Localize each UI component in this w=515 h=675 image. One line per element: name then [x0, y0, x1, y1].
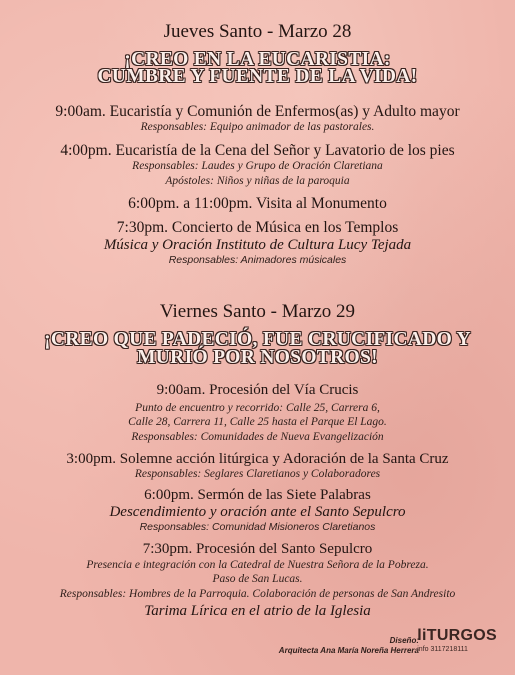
logo-info: info 3117218111: [417, 646, 468, 653]
thursday-header: Jueves Santo - Marzo 28: [163, 21, 352, 42]
liturgos-logo: [417, 628, 497, 653]
thursday-theme-line1: ¡CREO EN LA EUCARISTIA:: [124, 49, 391, 70]
friday-event-4-emphasis: Tarima Lírica en el atrio de la Iglesia: [144, 603, 371, 619]
friday-event-3-responsables: Responsables: Comunidad Misioneros Claretianos: [139, 521, 376, 533]
friday-event-2-responsables: Responsables: Seglares Claretianos y Colaboradores: [134, 468, 381, 480]
friday-event-2-title: 3:00pm. Solemne acción litúrgica y Adoración de la Santa Cruz: [66, 451, 449, 467]
thursday-event-4-responsables: Responsables: Animadores músicales: [168, 254, 347, 266]
friday-header: Viernes Santo - Marzo 29: [159, 301, 356, 322]
friday-event-1-route-2: Calle 28, Carrera 11, Calle 25 hasta el Parque El Lago.: [128, 416, 387, 428]
design-credit: [279, 636, 419, 656]
credit-name: Arquitecta Ana María Noreña Herrera: [278, 646, 419, 655]
thursday-event-3-title: 6:00pm. a 11:00pm. Visita al Monumento: [128, 195, 387, 212]
thursday-event-2-responsables: Responsables: Laudes y Grupo de Oración Claretiana: [132, 160, 383, 172]
credit-label: Diseño:: [389, 636, 419, 645]
friday-event-1-title: 9:00am. Procesión del Vía Crucis: [156, 382, 359, 398]
friday-event-4-title: 7:30pm. Procesión del Santo Sepulcro: [142, 541, 373, 557]
thursday-event-1-title: 9:00am. Eucaristía y Comunión de Enfermos(as) y Adulto mayor: [55, 103, 460, 120]
friday-event-4-responsables: Responsables: Hombres de la Parroquia. Colaboración de personas de San Andresito: [59, 588, 456, 600]
friday-theme-line2: MURIÓ POR NOSOTROS!: [137, 347, 378, 368]
friday-event-3-title: 6:00pm. Sermón de las Siete Palabras: [144, 487, 371, 503]
logo-wordmark: liTURGOS: [417, 627, 497, 644]
thursday-event-4-emphasis: Música y Oración Instituto de Cultura Lucy Tejada: [103, 237, 412, 253]
friday-theme-line1: ¡CREO QUE PADECIÓ, FUE CRUCIFICADO Y: [44, 329, 471, 350]
thursday-event-2-title: 4:00pm. Eucaristía de la Cena del Señor y Lavatorio de los pies: [60, 142, 455, 159]
friday-event-1-responsables: Responsables: Comunidades de Nueva Evangelización: [131, 431, 384, 443]
friday-event-1-route-1: Punto de encuentro y recorrido: Calle 25, Carrera 6,: [135, 402, 380, 414]
thursday-event-4-title: 7:30pm. Concierto de Música en los Templos: [116, 219, 399, 236]
friday-event-4-paso: Paso de San Lucas.: [212, 573, 303, 585]
thursday-event-2-apostoles: Apóstoles: Niños y niñas de la paroquia: [165, 175, 350, 187]
friday-event-3-emphasis: Descendimiento y oración ante el Santo Sepulcro: [109, 504, 406, 520]
thursday-event-1-responsables: Responsables: Equipo animador de las pastorales.: [140, 121, 375, 133]
friday-event-4-presence: Presencia e integración con la Catedral de Nuestra Señora de la Pobreza.: [86, 559, 429, 571]
thursday-theme-line2: CUMBRE Y FUENTE DE LA VIDA!: [97, 66, 418, 87]
